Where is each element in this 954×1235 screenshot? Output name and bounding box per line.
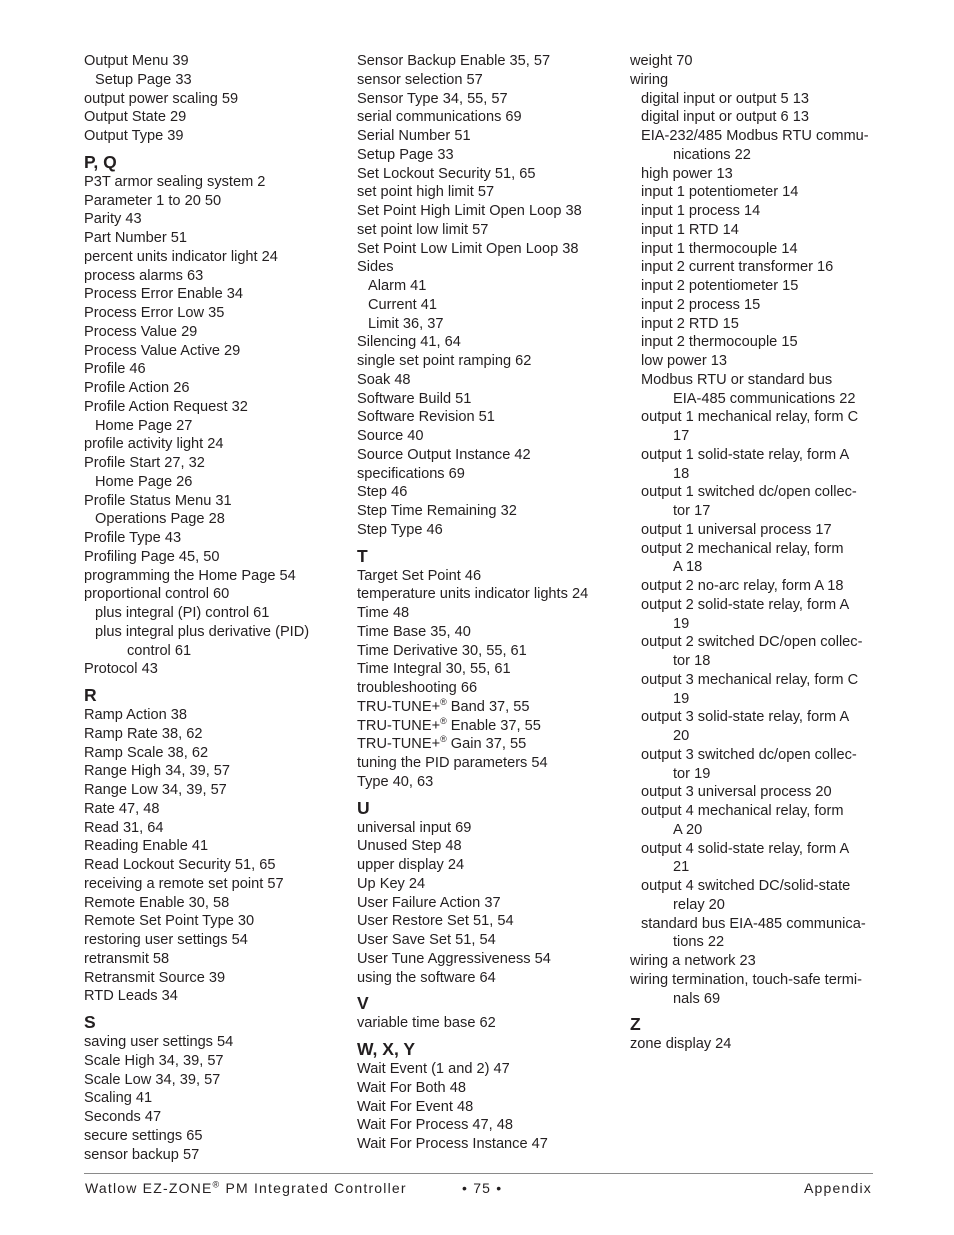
index-entry-continuation: 19 [673,615,690,632]
index-entry: single set point ramping 62 [357,353,532,369]
index-entry: retransmit 58 [84,950,170,967]
index-entry: Remote Enable 30, 58 [84,894,230,911]
index-subentry: output 4 solid-state relay, form A [641,840,850,857]
index-entry: Wait For Event 48 [357,1098,474,1115]
page-number: • 75 • [462,1180,503,1196]
index-entry: Time 48 [357,605,410,621]
index-entry: Scale Low 34, 39, 57 [84,1071,221,1088]
index-entry: Remote Set Point Type 30 [84,913,255,930]
index-entry-continuation: A 18 [673,559,703,576]
index-letter-heading: S [84,1012,96,1032]
index-entry: specifications 69 [357,465,465,482]
footer-section: Appendix [804,1180,872,1196]
index-subentry: input 2 process 15 [641,296,761,313]
index-entry: Time Base 35, 40 [357,623,471,640]
index-entry: set point high limit 57 [357,184,495,201]
index-subentry: output 2 no-arc relay, form A 18 [641,578,844,594]
index-subentry: standard bus EIA-485 communica- [641,915,866,932]
index-entry: Process Value Active 29 [84,342,241,359]
index-entry: sensor backup 57 [84,1146,200,1163]
index-entry: wiring [630,71,669,88]
index-entry: restoring user settings 54 [84,932,248,948]
index-subentry: output 2 mechanical relay, form [641,540,844,557]
index-entry: Output Menu 39 [84,53,189,69]
index-entry: Set Lockout Security 51, 65 [357,165,536,182]
index-entry: RTD Leads 34 [84,988,178,1005]
index-entry: percent units indicator light 24 [84,248,278,265]
index-subentry: Alarm 41 [368,278,427,294]
index-entry-continuation: relay 20 [673,896,725,913]
index-entry: Unused Step 48 [357,838,462,855]
index-entry: Setup Page 33 [357,146,454,163]
entry-text-rest: Gain 37, 55 [446,736,527,753]
index-entry: output power scaling 59 [84,90,239,107]
index-entry-continuation: 20 [673,728,690,744]
footer-title-rest: PM Integrated Controller [220,1180,407,1196]
index-entry: wiring a network 23 [630,953,756,969]
index-entry: Source Output Instance 42 [357,446,531,463]
index-entry: Step 46 [357,484,408,501]
index-subentry: Current 41 [368,296,437,313]
entry-text: TRU-TUNE+ [357,698,441,715]
index-entry: Parity 43 [84,211,142,228]
index-entry-continuation: EIA-485 communications 22 [673,390,856,407]
index-entry: P3T armor sealing system 2 [84,173,266,190]
entry-text: TRU-TUNE+ [357,736,441,753]
index-letter-heading: V [357,993,369,1014]
index-subentry: output 4 mechanical relay, form [641,803,844,819]
index-entry: universal input 69 [357,819,472,836]
index-entry-continuation: control 61 [127,642,192,659]
index-entry: Read Lockout Security 51, 65 [84,857,276,873]
index-entry: Read 31, 64 [84,819,164,836]
index-letter-heading: W, X, Y [357,1039,416,1059]
index-letter-heading: Z [630,1014,641,1035]
index-entry: Profile Type 43 [84,530,182,546]
index-subentry: output 2 solid-state relay, form A [641,596,850,613]
index-entry: Time Derivative 30, 55, 61 [357,642,527,659]
index-subentry: output 2 switched DC/open collec- [641,634,863,651]
index-entry-continuation: tor 18 [673,653,711,669]
index-entry: Process Value 29 [84,323,198,340]
index-entry: using the software 64 [357,969,496,986]
index-entry: Set Point Low Limit Open Loop 38 [357,240,579,257]
footer-rule [84,1173,873,1174]
index-subentry: output 3 solid-state relay, form A [641,709,850,726]
index-entry-continuation: tions 22 [673,934,725,951]
index-entry: Wait Event (1 and 2) 47 [357,1061,510,1077]
index-entry: sensor selection 57 [357,71,483,88]
index-entry-continuation: nications 22 [673,146,751,163]
index-subentry: Operations Page 28 [95,511,225,528]
index-entry: receiving a remote set point 57 [84,875,284,892]
index-entry: programming the Home Page 54 [84,567,296,584]
index-entry: Step Type 46 [357,521,443,538]
index-entry: troubleshooting 66 [357,680,478,696]
index-entry: Part Number 51 [84,230,188,246]
index-entry: Output Type 39 [84,128,184,144]
index-entry [357,717,617,736]
index-subentry: input 1 thermocouple 14 [641,240,798,257]
index-entry: Software Revision 51 [357,409,495,426]
index-entry: Sensor Type 34, 55, 57 [357,90,508,107]
index-subentry: output 3 switched dc/open collec- [641,746,857,763]
entry-text: TRU-TUNE+ [357,717,441,734]
index-entry-continuation: 18 [673,465,690,482]
index-subentry: output 4 switched DC/solid-state [641,878,851,894]
index-subentry: EIA-232/485 Modbus RTU commu- [641,128,869,144]
registered-mark: ® [440,696,447,707]
index-entry-continuation: tor 19 [673,765,711,782]
index-subentry: high power 13 [641,165,733,182]
index-subentry: Home Page 27 [95,417,193,434]
index-letter-heading: R [84,685,97,705]
index-entry: Set Point High Limit Open Loop 38 [357,203,582,219]
entry-text-rest: Enable 37, 55 [446,717,541,734]
index-subentry: plus integral plus derivative (PID) [95,623,310,640]
index-entry: Scale High 34, 39, 57 [84,1052,224,1069]
index-entry: Source 40 [357,428,424,444]
index-entry: zone display 24 [630,1036,732,1053]
index-entry [357,698,617,717]
index-entry: Rate 47, 48 [84,800,160,817]
index-entry: Profile 46 [84,361,146,378]
index-entry: temperature units indicator lights 24 [357,586,589,603]
registered-mark: ® [212,1179,221,1190]
index-entry: Target Set Point 46 [357,567,482,584]
index-entry: Output State 29 [84,109,187,126]
footer-title-text: Watlow EZ-ZONE [85,1180,213,1196]
index-entry: Range Low 34, 39, 57 [84,782,227,798]
index-entry-continuation: tor 17 [673,503,711,519]
index-entry: Ramp Scale 38, 62 [84,744,209,761]
index-subentry: input 1 process 14 [641,203,761,219]
index-entry: set point low limit 57 [357,221,489,238]
index-entry: Sensor Backup Enable 35, 57 [357,53,551,69]
index-entry: Silencing 41, 64 [357,334,461,351]
index-letter-heading: P, Q [84,151,117,172]
index-entry: Retransmit Source 39 [84,969,226,986]
index-subentry: input 2 thermocouple 15 [641,334,798,351]
index-entry-continuation: 19 [673,690,690,707]
index-entry-continuation: A 20 [673,821,703,838]
index-subentry: Modbus RTU or standard bus [641,371,833,388]
index-subentry: output 1 solid-state relay, form A [641,446,850,463]
index-entry: Time Integral 30, 55, 61 [357,661,511,678]
index-entry: Wait For Process Instance 47 [357,1136,548,1152]
index-subentry: Limit 36, 37 [368,315,444,332]
index-entry: process alarms 63 [84,267,204,284]
index-subentry: input 1 potentiometer 14 [641,184,799,201]
index-subentry: Setup Page 33 [95,71,192,88]
index-entry-continuation: nals 69 [673,990,721,1007]
index-entry: Type 40, 63 [357,773,434,790]
index-entry [357,735,617,754]
index-entry: Profile Start 27, 32 [84,455,205,471]
index-entry: Protocol 43 [84,661,158,678]
index-entry: serial communications 69 [357,109,522,126]
index-entry-continuation: 17 [673,428,690,444]
index-subentry: Home Page 26 [95,473,193,490]
index-letter-heading: T [357,545,368,566]
index-entry: Wait For Both 48 [357,1079,466,1096]
index-entry: User Failure Action 37 [357,894,501,911]
registered-mark: ® [440,734,447,745]
index-subentry: input 2 current transformer 16 [641,259,834,276]
index-entry: User Save Set 51, 54 [357,932,496,948]
index-subentry: digital input or output 5 13 [641,90,809,107]
index-column-1 [84,52,344,1164]
index-letter-heading: U [357,797,370,818]
index-subentry: input 2 potentiometer 15 [641,278,799,294]
index-entry: Parameter 1 to 20 50 [84,192,222,209]
index-entry: Step Time Remaining 32 [357,503,517,519]
index-entry: Process Error Enable 34 [84,286,243,303]
index-entry: Soak 48 [357,371,411,388]
index-entry: profile activity light 24 [84,436,224,453]
index-entry: Process Error Low 35 [84,305,225,321]
index-entry: Reading Enable 41 [84,838,209,855]
index-subentry: output 1 switched dc/open collec- [641,484,857,501]
index-entry: User Restore Set 51, 54 [357,913,514,930]
index-entry: Profile Action Request 32 [84,398,248,415]
index-entry: User Tune Aggressiveness 54 [357,950,551,967]
index-entry: Sides [357,259,394,276]
index-entry: secure settings 65 [84,1127,203,1144]
index-entry: tuning the PID parameters 54 [357,755,548,771]
index-entry: upper display 24 [357,857,465,873]
index-entry: saving user settings 54 [84,1034,234,1050]
index-subentry: output 1 mechanical relay, form C [641,409,859,426]
index-entry: Profile Status Menu 31 [84,492,232,509]
index-entry: Ramp Rate 38, 62 [84,725,203,742]
index-subentry: output 3 mechanical relay, form C [641,671,859,688]
index-entry: Wait For Process 47, 48 [357,1117,513,1134]
index-subentry: output 3 universal process 20 [641,784,832,801]
footer-title [85,1180,407,1196]
index-entry-continuation: 21 [673,859,690,876]
index-subentry: input 1 RTD 14 [641,221,739,238]
index-subentry: input 2 RTD 15 [641,315,739,332]
index-entry: wiring termination, touch-safe termi- [630,971,862,988]
index-subentry: low power 13 [641,353,727,369]
registered-mark: ® [440,715,447,726]
index-entry: Scaling 41 [84,1090,153,1107]
index-column-3 [630,52,892,1054]
index-subentry: digital input or output 6 13 [641,109,809,126]
index-subentry: plus integral (PI) control 61 [95,605,270,621]
index-entry: weight 70 [630,53,693,69]
index-subentry: output 1 universal process 17 [641,521,832,538]
index-entry: Seconds 47 [84,1109,162,1125]
entry-text-rest: Band 37, 55 [446,698,530,715]
index-entry: Profiling Page 45, 50 [84,548,220,565]
index-entry: variable time base 62 [357,1015,496,1032]
index-entry: Serial Number 51 [357,128,471,144]
index-entry: Software Build 51 [357,390,472,407]
index-entry: Ramp Action 38 [84,707,188,723]
index-column-2 [357,52,617,1154]
index-entry: Up Key 24 [357,875,426,892]
index-entry: Range High 34, 39, 57 [84,763,231,780]
index-entry: proportional control 60 [84,586,230,603]
index-entry: Profile Action 26 [84,380,190,396]
